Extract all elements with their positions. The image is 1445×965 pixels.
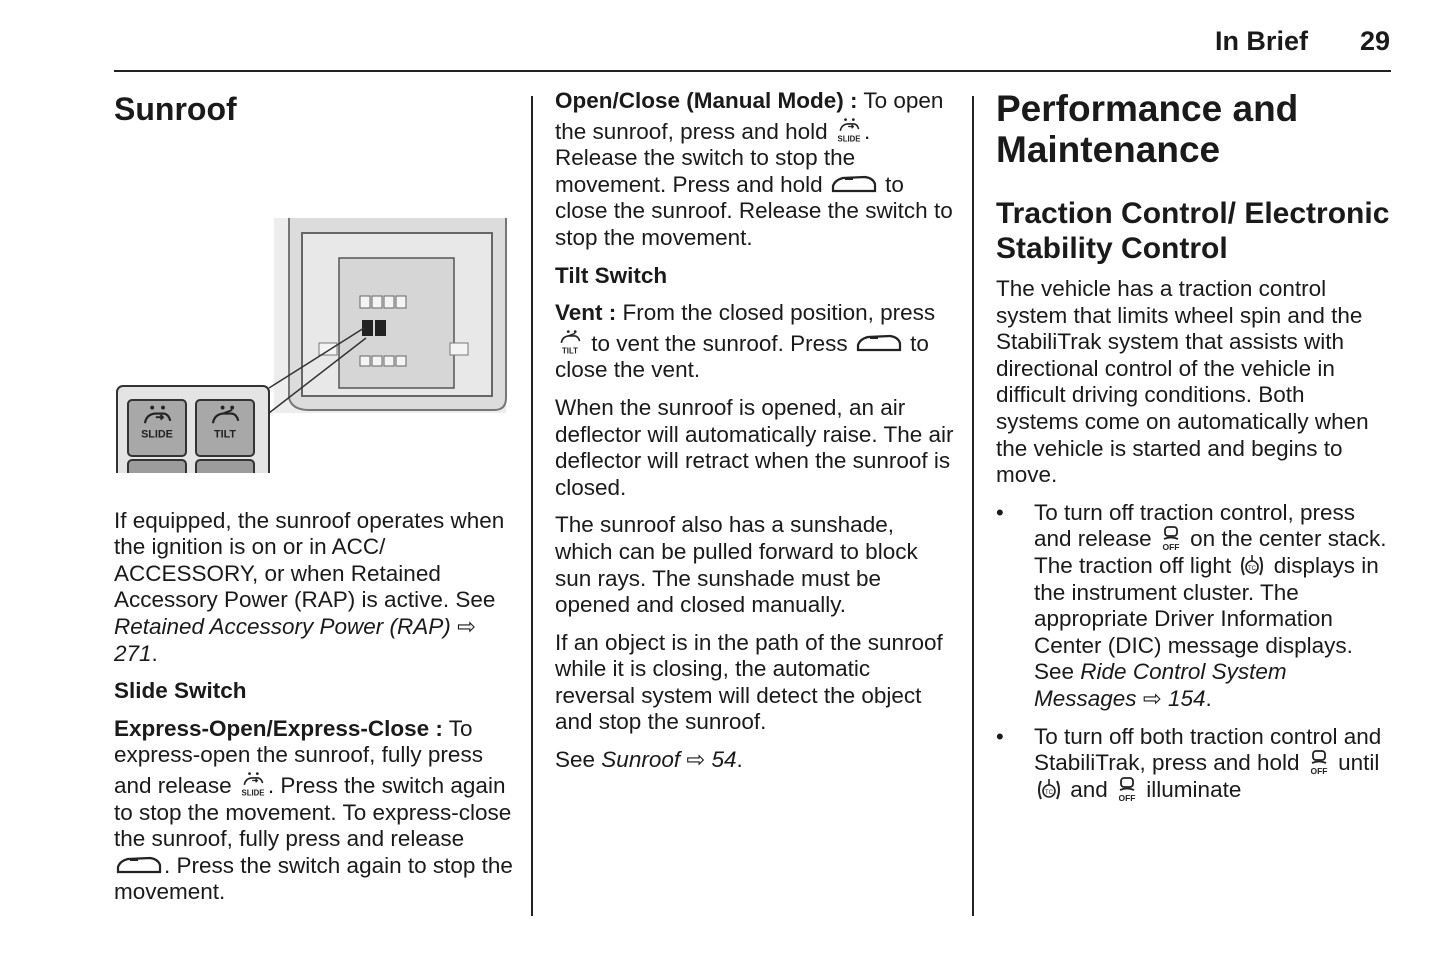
traction-off-light-icon (1036, 777, 1062, 803)
traction-off-light-icon (1239, 553, 1265, 579)
column-divider-1 (531, 96, 533, 916)
traction-bullets (996, 500, 1392, 804)
sunroof-close-icon (856, 333, 902, 357)
section-title: In Brief (1214, 26, 1308, 56)
sunroof-page-link[interactable]: 54 (711, 747, 737, 773)
sunshade-paragraph: The sunroof also has a sunshade, which can be pulled forward to block sun rays. The sunshade must be opened and closed manually. (555, 512, 918, 618)
sunroof-reference[interactable]: Sunroof (601, 747, 681, 773)
traction-off-button-icon (1160, 526, 1182, 552)
sunroof-close-icon (116, 855, 162, 879)
express-open-close-paragraph: Express-Open/Express-Close : To express-open the sunroof, fully press and release . Press the switch again to stop the movement. To express-close the sunroof, fully press and release . Press the switch again to stop the movement. (114, 715, 513, 905)
page-header (1215, 26, 1390, 57)
sunroof-close-icon (831, 174, 877, 198)
performance-heading: Performance and Maintenance (996, 88, 1299, 170)
auto-reversal-paragraph: If an object is in the path of the sunroof while it is closing, the automatic reversal system will detect the object and stop the sunroof. (555, 629, 943, 735)
sunroof-intro: If equipped, the sunroof operates when the ignition is on or in ACC/ ACCESSORY, or when Retained Accessory Power (RAP) is active. See Retained Accessory Power (RAP) ⇨ 271. (114, 507, 505, 666)
sunroof-switch-illustration (114, 148, 509, 473)
column-divider-2 (972, 96, 974, 916)
air-deflector-paragraph: When the sunroof is opened, an air deflector will automatically raise. The air deflector will retract when the sunroof is closed. (555, 394, 954, 500)
traction-control-heading: Traction Control/ Electronic Stability Control (996, 197, 1390, 265)
list-item: • To turn off both traction control and StabiliTrak, press and hold until and illuminate (996, 723, 1382, 802)
dic-reference[interactable]: Ride Control System Messages (1034, 659, 1287, 711)
column-3 (996, 88, 1392, 814)
slide-icon (836, 115, 862, 145)
dic-page-link[interactable]: 154 (1167, 685, 1206, 711)
traction-off-button-icon (1116, 777, 1138, 803)
traction-off-button-icon (1308, 750, 1330, 776)
sunroof-heading: Sunroof (114, 91, 237, 127)
slide-icon (240, 769, 266, 799)
column-1 (114, 90, 514, 917)
header-rule (114, 70, 1391, 72)
rap-reference[interactable]: Retained Accessory Power (RAP) (114, 613, 451, 639)
rap-page-link[interactable]: 271 (114, 640, 152, 666)
tilt-icon (557, 327, 583, 357)
tilt-switch-subheading: Tilt Switch (555, 262, 668, 288)
page-number: 29 (1359, 26, 1390, 56)
list-item: • To turn off traction control, press and release on the center stack. The traction off light displays in the instrument cluster. The appropriate Driver Information Center (DIC) message displays. See Ride Control System Messages ⇨ 154. (996, 499, 1387, 711)
slide-switch-subheading: Slide Switch (114, 678, 247, 704)
manual-mode-paragraph: Open/Close (Manual Mode) : To open the sunroof, press and hold . Release the switch to stop the movement. Press and hold to close the sunroof. Release the switch to stop the movement. (555, 88, 953, 250)
vent-paragraph: Vent : From the closed position, press to vent the sunroof. Press to close the vent. (555, 300, 936, 383)
see-sunroof-paragraph: See Sunroof ⇨ 54. (555, 747, 743, 773)
traction-intro: The vehicle has a traction control system that limits wheel spin and the StabiliTrak system that assists with directional control of the vehicle in difficult driving conditions. Both systems come on automatically when the vehicle is started and begins to move. (996, 276, 1369, 488)
column-2 (555, 88, 955, 785)
